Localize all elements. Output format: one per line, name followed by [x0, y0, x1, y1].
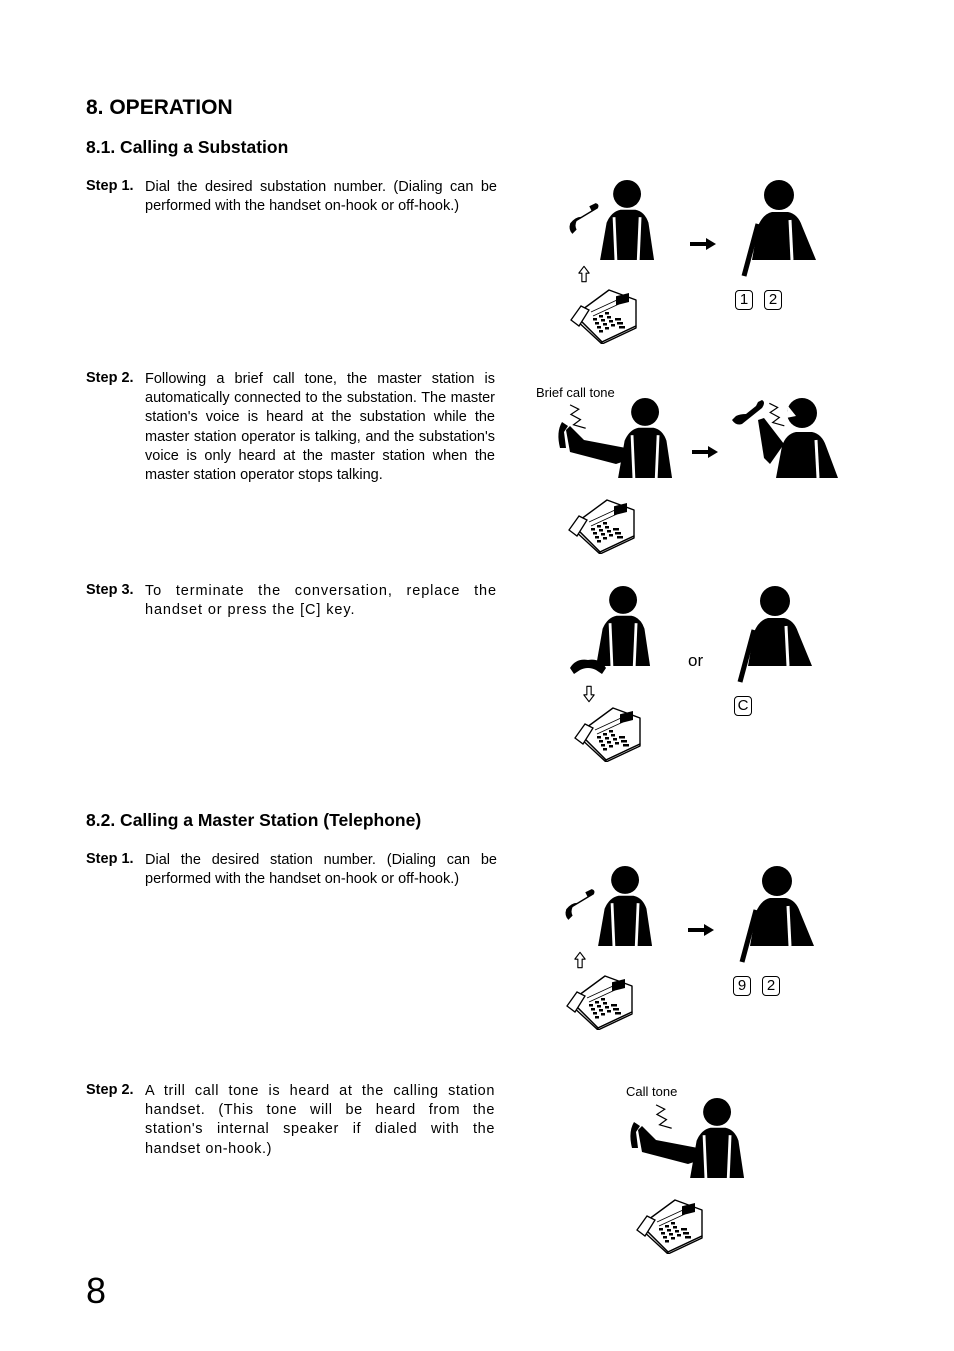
step-text: Dial the desired substation number. (Dialing can be performed with the handset on-hook or off-hook.)	[145, 179, 497, 215]
step-text: A trill call tone is heard at the calling station handset. (This tone will be heard from the station's internal speaker if dialed with the handset on-hook.)	[145, 1083, 495, 1157]
person-icon	[592, 586, 656, 666]
or-label: or	[688, 651, 704, 670]
sound-zigzag-icon	[652, 1104, 674, 1130]
sound-zigzag-icon	[566, 404, 588, 430]
person-icon	[596, 180, 660, 260]
key-c: C	[734, 696, 752, 716]
right-arrow-icon	[688, 924, 714, 936]
phone-icon	[572, 700, 644, 762]
person-dialing-icon	[734, 586, 814, 682]
step-text: Following a brief call tone, the master station is automatically connected to the substation. The master station's voice is heard at the substation while the master station operator is talking, and the substation's voice is only heard at the master station when the master station operator stops talking.	[145, 371, 495, 484]
lift-arrow-icon	[574, 950, 586, 970]
subsection-title-1: 8.1. Calling a Substation	[86, 137, 289, 157]
step-label: Step 2.	[86, 1082, 134, 1098]
page-number: 8	[86, 1270, 107, 1311]
lift-arrow-icon	[578, 264, 590, 284]
step-text: Dial the desired station number. (Dialing can be performed with the handset on-hook or off-hook.)	[145, 852, 497, 888]
step-label: Step 1.	[86, 851, 134, 867]
key-1: 1	[735, 290, 753, 310]
step-label: Step 2.	[86, 370, 134, 386]
right-arrow-icon	[690, 238, 716, 250]
key-2: 2	[764, 290, 782, 310]
key-9: 9	[733, 976, 751, 996]
key-2: 2	[762, 976, 780, 996]
phone-icon	[568, 282, 640, 344]
phone-icon	[634, 1192, 706, 1254]
step-text: To terminate the conversation, replace the handset or press the [C] key.	[145, 583, 497, 619]
subsection-title-2: 8.2. Calling a Master Station (Telephone)	[86, 810, 422, 830]
handset-icon	[562, 888, 598, 922]
section-title: 8. OPERATION	[86, 96, 233, 119]
handset-down-icon	[568, 656, 608, 684]
figure-caption: Brief call tone	[536, 385, 615, 400]
person-icon	[594, 866, 658, 946]
right-arrow-icon	[692, 446, 718, 458]
phone-icon	[566, 492, 638, 554]
step-label: Step 3.	[86, 582, 134, 598]
figure-caption: Call tone	[626, 1084, 678, 1099]
person-dialing-icon	[738, 180, 818, 276]
phone-icon	[564, 968, 636, 1030]
step-label: Step 1.	[86, 178, 134, 194]
sound-zigzag-icon	[766, 402, 786, 428]
handset-icon	[566, 202, 602, 236]
person-dialing-icon	[736, 866, 816, 962]
